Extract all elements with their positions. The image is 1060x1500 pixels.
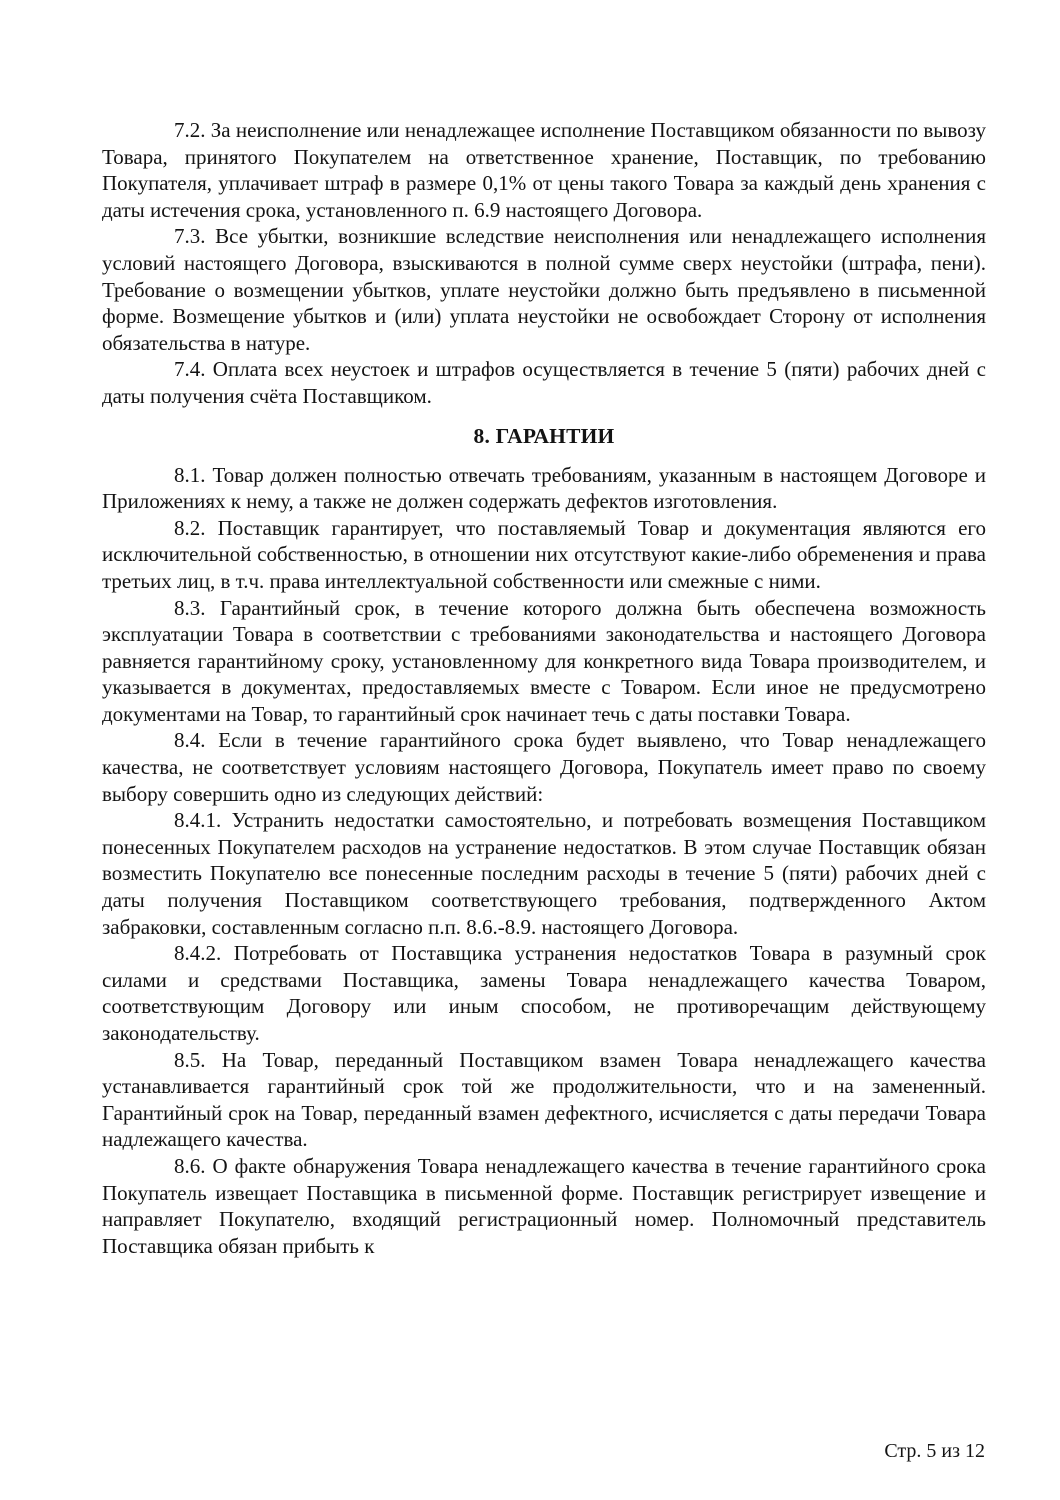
clause-8-4-2: 8.4.2. Потребовать от Поставщика устранения недостатков Товара в разумный срок силами и средствами Поставщика, замены Товара ненадлежащего качества Товаром, соответствующим Договору или иным способом, не противоречащим действующему законодательству. bbox=[102, 941, 986, 1045]
document-body bbox=[102, 117, 986, 1259]
clause-8-4-1: 8.4.1. Устранить недостатки самостоятельно, и потребовать возмещения Поставщиком понесенных Покупателем расходов на устранение недостатков. В этом случае Поставщик обязан возместить Покупателю все понесенные последним расходы в течение 5 (пяти) рабочих дней с даты получения Поставщиком соответствующего требования, подтвержденного Актом забраковки, составленным согласно п.п. 8.6.-8.9. настоящего Договора. bbox=[102, 808, 986, 939]
clause-7-4: 7.4. Оплата всех неустоек и штрафов осуществляется в течение 5 (пяти) рабочих дней с даты получения счёта Поставщиком. bbox=[102, 357, 986, 408]
clause-8-6: 8.6. О факте обнаружения Товара ненадлежащего качества в течение гарантийного срока Покупатель извещает Поставщика в письменной форме. Поставщик регистрирует извещение и направляет Покупателю, входящий регистрационный номер. Полномочный представитель Поставщика обязан прибыть к bbox=[102, 1153, 986, 1258]
clause-8-2: 8.2. Поставщик гарантирует, что поставляемый Товар и документация являются его исключительной собственностью, в отношении них отсутствуют какие-либо обременения и права третьих лиц, в т.ч. права интеллектуальной собственности или смежные с ними. bbox=[102, 515, 986, 593]
clause-8-3: 8.3. Гарантийный срок, в течение которого должна быть обеспечена возможность эксплуатации Товара в соответствии с требованиями законодательства и настоящего Договора равняется гарантийному сроку, установленному для конкретного вида Товара производителем, и указывается в документах, предоставляемых вместе с Товаром. Если иное не предусмотрено документами на Товар, то гарантийный срок начинает течь с даты поставки Товара. bbox=[102, 595, 986, 726]
clause-7-2: 7.2. За неисполнение или ненадлежащее исполнение Поставщиком обязанности по вывозу Товара, принятого Покупателем на ответственное хранение, Поставщик, по требованию Покупателя, уплачивает штраф в размере 0,1% от цены такого Товара за каждый день хранения с даты истечения срока, установленного п. 6.9 настоящего Договора. bbox=[102, 118, 986, 222]
clause-7-3: 7.3. Все убытки, возникшие вследствие неисполнения или ненадлежащего исполнения условий настоящего Договора, взыскиваются в полной сумме сверх неустойки (штрафа, пени). Требование о возмещении убытков, уплате неустойки должно быть предъявлено в письменной форме. Возмещение убытков и (или) уплата неустойки не освобождает Сторону от исполнения обязательства в натуре. bbox=[102, 224, 986, 355]
clause-8-4: 8.4. Если в течение гарантийного срока будет выявлено, что Товар ненадлежащего качества, не соответствует условиям настоящего Договора, Покупатель имеет право по своему выбору совершить одно из следующих действий: bbox=[102, 728, 986, 806]
page-footer bbox=[884, 1438, 985, 1464]
clause-8-1: 8.1. Товар должен полностью отвечать требованиям, указанным в настоящем Договоре и Приложениях к нему, а также не должен содержать дефектов изготовления. bbox=[102, 462, 986, 514]
section-8-heading: 8. ГАРАНТИИ bbox=[473, 423, 615, 448]
clause-8-5: 8.5. На Товар, переданный Поставщиком взамен Товара ненадлежащего качества устанавливается гарантийный срок той же продолжительности, что и на замененный. Гарантийный срок на Товар, переданный взамен дефектного, исчисляется с даты передачи Товара надлежащего качества. bbox=[102, 1047, 986, 1152]
page-number-label: Стр. 5 из 12 bbox=[884, 1440, 985, 1462]
